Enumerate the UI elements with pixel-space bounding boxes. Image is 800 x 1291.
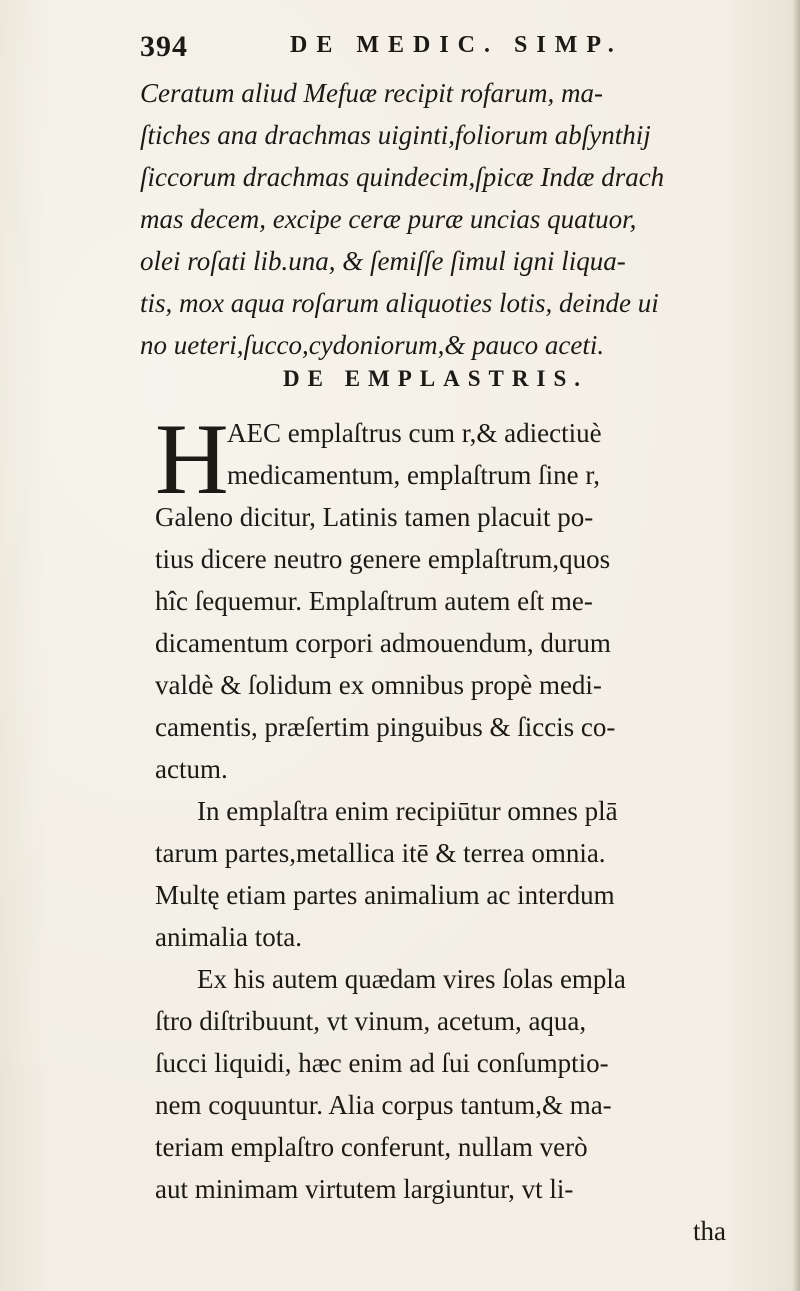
- page-header: [140, 30, 660, 70]
- text-line: mas decem, excipe ceræ puræ uncias quatuor,: [140, 204, 637, 234]
- drop-cap: H: [155, 403, 229, 516]
- text-line: dicamentum corpori admouendum, durum: [155, 628, 611, 658]
- text-line: medicamentum, emplaſtrum ſine r,: [227, 460, 601, 490]
- catchword: tha: [693, 1216, 726, 1246]
- running-head: DE MEDIC. SIMP.: [290, 32, 623, 58]
- text-line: hîc ſequemur. Emplaſtrum autem eſt me-: [155, 586, 593, 616]
- text-line: Ceratum aliud Mefuæ recipit rofarum, ma-: [140, 78, 603, 108]
- text-line: tarum partes,metallica itē & terrea omnia.: [155, 838, 606, 868]
- text-line: AEC emplaſtrus cum r,& adiectiuè: [227, 418, 602, 448]
- text-line: olei roſati lib.una, & ſemiſſe ſimul igni liqua-: [140, 246, 626, 276]
- text-line: ſiccorum drachmas quindecim,ſpicæ Indæ drach: [140, 162, 665, 192]
- section-heading: DE EMPLASTRIS.: [283, 366, 588, 391]
- text-line: Multę etiam partes animalium ac interdum: [155, 880, 615, 910]
- text-line: ſtro diſtribuunt, vt vinum, acetum, aqua,: [155, 1006, 587, 1036]
- page-number: 394: [140, 30, 188, 63]
- text-line: animalia tota.: [155, 922, 302, 952]
- text-line: aut minimam virtutem largiuntur, vt li-: [155, 1174, 574, 1204]
- text-line: ſucci liquidi, hæc enim ad ſui conſumptio-: [155, 1048, 609, 1078]
- text-line: no ueteri,ſucco,cydoniorum,& pauco aceti.: [140, 330, 605, 360]
- text-line: Ex his autem quædam vires ſolas empla: [197, 964, 626, 994]
- text-line: actum.: [155, 754, 228, 784]
- text-line: camentis, præſertim pinguibus & ſiccis co-: [155, 712, 616, 742]
- text-line: Galeno dicitur, Latinis tamen placuit po-: [155, 502, 594, 532]
- text-line: In emplaſtra enim recipiūtur omnes plā: [197, 796, 618, 826]
- text-line: valdè & ſolidum ex omnibus propè medi-: [155, 670, 602, 700]
- text-line: tius dicere neutro genere emplaſtrum,quos: [155, 544, 611, 574]
- body-text: [155, 403, 755, 1252]
- text-line: ſtiches ana drachmas uiginti,foliorum abſynthij: [140, 120, 651, 150]
- recipe-paragraph: [140, 72, 740, 366]
- page-edge-shadow: [792, 0, 800, 1291]
- text-line: nem coquuntur. Alia corpus tantum,& ma-: [155, 1090, 612, 1120]
- text-line: tis, mox aqua roſarum aliquoties lotis, deinde ui: [140, 288, 659, 318]
- text-line: teriam emplaſtro conferunt, nullam verò: [155, 1132, 588, 1162]
